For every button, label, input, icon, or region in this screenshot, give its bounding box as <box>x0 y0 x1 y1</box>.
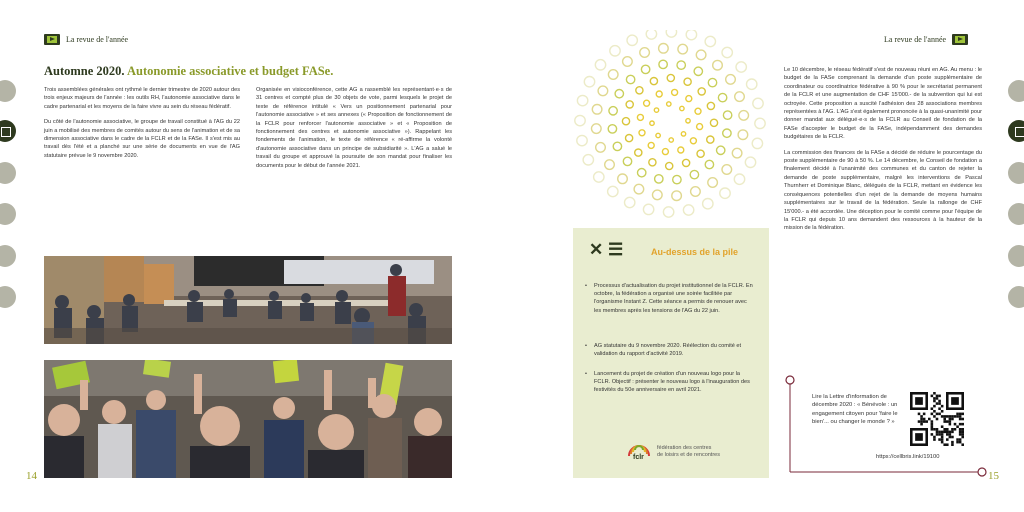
qr-module <box>946 443 949 446</box>
qr-module <box>933 415 936 418</box>
qr-module <box>931 413 934 416</box>
qr-module <box>949 420 952 423</box>
paragraph: Le 10 décembre, le réseau fédératif s'est de nouveau réuni en AG. Au menu : le budget de la FASe comprenant la demande d'un poste supplémentaire de coordinateur ou coordinatrice fédérative à 90 % pour le secrétariat permanent de la FCLR et une augmentation de CHF 15'000.- de la subvention qui lui est octroyée. Cette proposition a suscité l'adhésion des 28 associations membres représentées à l'AG. L'AG s'est également prononcée à la quasi-unanimité pour donner mandat aux délégué·e·s de la FCLR au Conseil de fondation de la FASe d'accepter le budget de la FASe, indépendamment des demandes budgétaires de la FCLR. <box>784 67 982 141</box>
burst-dot <box>656 133 660 137</box>
paragraph: Trois assemblées générales ont rythmé le dernier trimestre de 2020 autour des trois enjeux majeurs de l'année : les outils RH, l'autonomie associative dans le cadre partenarial et les moyens de la faire vivre au sein du réseau fédératif. <box>44 87 240 110</box>
qr-module <box>946 428 949 431</box>
qr-module <box>941 405 944 408</box>
qr-module <box>915 433 923 441</box>
burst-dot <box>720 188 730 198</box>
square-icon <box>1 127 11 137</box>
burst-dot <box>678 44 688 54</box>
burst-dot <box>641 65 649 73</box>
burst-dot <box>577 95 587 105</box>
qr-module <box>943 443 946 446</box>
qr-module <box>956 415 959 418</box>
sidebar-box <box>573 228 769 478</box>
qr-module <box>931 428 934 431</box>
side-tab-1[interactable] <box>0 80 16 102</box>
qr-module <box>959 415 962 418</box>
burst-dot <box>698 88 705 95</box>
qr-module <box>951 441 954 444</box>
burst-dot <box>732 148 742 158</box>
qr-module <box>933 436 936 439</box>
burst-dot <box>672 191 682 201</box>
box-title: Au-dessus de la pile <box>651 247 739 257</box>
side-tab-2[interactable] <box>0 162 16 184</box>
qr-module <box>938 413 941 416</box>
qr-module <box>949 418 952 421</box>
burst-dot <box>636 87 643 94</box>
article-title-sub: Autonomie associative et budget FASe. <box>127 64 334 78</box>
burst-dot <box>747 79 757 89</box>
page-number-left: 14 <box>26 470 37 482</box>
qr-module <box>936 418 939 421</box>
burst-dot <box>635 149 642 156</box>
qr-module <box>941 436 944 439</box>
qr-module <box>961 436 964 439</box>
qr-module <box>941 438 944 441</box>
list-item: • AG statutaire du 9 novembre 2020. Réélection du comité et validation du rapport d'activité 2019. <box>585 343 742 358</box>
burst-dot <box>705 36 715 46</box>
burst-dot <box>723 111 731 119</box>
qr-module <box>933 405 936 408</box>
burst-dot <box>708 78 716 86</box>
burst-dot <box>627 35 637 45</box>
qr-module <box>959 438 962 441</box>
qr-module <box>936 433 939 436</box>
qr-module <box>933 428 936 431</box>
burst-dot <box>752 138 762 148</box>
qr-module <box>938 400 941 403</box>
qr-module <box>961 413 964 416</box>
burst-dot <box>608 186 618 196</box>
qr-module <box>915 397 923 405</box>
qr-module <box>951 431 954 434</box>
burst-dot <box>622 118 629 125</box>
qr-module <box>949 436 952 439</box>
burst-dot <box>650 78 657 85</box>
paragraph: La commission des finances de la FASe a décidé de réduire le pourcentage du poste supplémentaire de 90 à 50 %. Le 14 décembre, le Conseil de fondation a finalement décidé à l'unanimité des communes et du canton de rejeter la demande de poste supplémentaire, malgré les interventions de Pascal Thurnherr et Dominique Blanc, délégués de la FCLR, mettant en évidence les conséquences potentielles d'un rejet de la demande de moyens humains supplémentaires sur le travail de la fédération. Seule la rallonge de CHF 15'000.- a été accordée. Une déception pour le comité comme pour l'équipe de la FCLR qui depuis 10 ans demandent des ressources à la hauteur de la mission de la fédération. <box>784 149 982 232</box>
burst-dot <box>639 130 645 136</box>
qr-module <box>961 431 964 434</box>
qr-module <box>954 423 957 426</box>
burst-dot <box>734 174 744 184</box>
page-number-right: 15 <box>988 470 999 482</box>
square-icon <box>1015 127 1024 137</box>
qr-code[interactable] <box>910 392 964 446</box>
burst-dot <box>615 90 623 98</box>
burst-dot <box>667 102 671 106</box>
side-tab-2[interactable] <box>1008 162 1024 184</box>
qr-module <box>933 400 936 403</box>
burst-dot <box>718 93 726 101</box>
burst-dot <box>626 135 633 142</box>
burst-dot <box>623 157 631 165</box>
burst-dot <box>626 101 633 108</box>
right-header-title: La revue de l'année <box>884 35 947 44</box>
paragraph: Du côté de l'autonomie associative, le groupe de travail constitué à l'AG du 22 juin a mobilisé des membres de comités autour du sens de l'animation et de sa dimension associative dans le cadre de la FCLR et de la FASe. Il s'est mis au travail dès l'été et a planché sur une série de documents en vue de l'AG statutaire prévue le 9 novembre 2020. <box>44 119 240 159</box>
qr-description: Lire la Lettre d'information de décembre 2020 : « Bénévole : un engagement citoyen pour 'faire le bien'... ou changer le monde ? » <box>812 394 898 426</box>
list-item: • Lancement du projet de création d'un nouveau logo pour la FCLR. Objectif : présenter le nouveau logo à l'inauguration des festivités du 50e anniversaire en avril 2021. <box>585 371 750 394</box>
burst-dot <box>655 175 663 183</box>
burst-dot <box>686 119 690 123</box>
qr-module <box>941 433 944 436</box>
qr-module <box>938 438 941 441</box>
qr-module <box>936 428 939 431</box>
qr-module <box>936 402 939 405</box>
side-tab-1[interactable] <box>1008 80 1024 102</box>
burst-dot <box>638 169 646 177</box>
qr-module <box>946 415 949 418</box>
burst-dot <box>613 142 621 150</box>
qr-module <box>949 423 952 426</box>
qr-module <box>943 415 946 418</box>
side-tab-active[interactable] <box>0 120 16 142</box>
burst-dot <box>640 48 650 58</box>
qr-module <box>951 428 954 431</box>
qr-module <box>961 418 964 421</box>
burst-dot <box>577 135 587 145</box>
burst-dot <box>608 70 618 80</box>
qr-module <box>931 425 934 428</box>
burst-dot <box>659 60 667 68</box>
qr-module <box>959 428 962 431</box>
burst-dot <box>669 138 673 142</box>
qr-module <box>941 425 944 428</box>
qr-module <box>943 431 946 434</box>
right-header <box>884 34 968 45</box>
burst-dot <box>626 75 634 83</box>
qr-module <box>938 431 941 434</box>
burst-dot <box>673 175 681 183</box>
qr-module <box>959 418 962 421</box>
burst-dot <box>609 107 617 115</box>
burst-dot <box>677 61 685 69</box>
burst-dot <box>678 147 684 153</box>
burst-dot <box>659 44 669 54</box>
burst-dot <box>683 159 690 166</box>
qr-module <box>923 413 926 416</box>
qr-module <box>933 410 936 413</box>
qr-module <box>954 428 957 431</box>
qr-module <box>938 395 941 398</box>
qr-module <box>951 436 954 439</box>
burst-dot <box>708 178 718 188</box>
burst-dot <box>623 57 633 67</box>
burst-dot <box>656 91 662 97</box>
qr-module <box>936 413 939 416</box>
qr-module <box>941 410 944 413</box>
burst-dot <box>686 96 692 102</box>
burst-dot <box>644 100 650 106</box>
side-tab-4[interactable] <box>1008 245 1024 267</box>
qr-module <box>920 418 923 421</box>
side-tab-active[interactable] <box>1008 120 1024 142</box>
burst-dot <box>695 108 701 114</box>
logo-text: fédération des centres de loisirs et de rencontres <box>657 445 720 458</box>
burst-dot <box>595 60 605 70</box>
burst-dot <box>681 132 685 136</box>
burst-dot <box>584 77 594 87</box>
burst-dot <box>618 174 628 184</box>
qr-module <box>956 425 959 428</box>
burst-dot <box>666 162 673 169</box>
qr-module <box>949 431 952 434</box>
burst-dot <box>738 130 748 140</box>
burst-dot <box>592 124 602 134</box>
qr-module <box>946 433 949 436</box>
qr-module <box>951 397 959 405</box>
qr-module <box>931 433 934 436</box>
burst-dot <box>608 125 616 133</box>
burst-dot <box>697 124 703 130</box>
qr-module <box>931 423 934 426</box>
qr-module <box>936 431 939 434</box>
qr-module <box>933 397 936 400</box>
qr-module <box>931 420 934 423</box>
close-menu-icons: ✕ ☰ <box>589 240 624 259</box>
qr-module <box>920 423 923 426</box>
qr-module <box>938 433 941 436</box>
qr-module <box>941 415 944 418</box>
film-icon <box>44 34 60 45</box>
burst-dot <box>717 146 725 154</box>
burst-dot <box>690 170 698 178</box>
qr-module <box>946 438 949 441</box>
burst-dot <box>592 105 602 115</box>
burst-dot <box>663 207 673 217</box>
qr-module <box>931 395 934 398</box>
qr-module <box>933 438 936 441</box>
qr-module <box>943 420 946 423</box>
burst-dot <box>643 204 653 214</box>
qr-module <box>951 443 954 446</box>
article-title-main: Automne 2020. <box>44 64 125 78</box>
qr-module <box>936 397 939 400</box>
side-tab-3[interactable] <box>1008 203 1024 225</box>
burst-dot <box>605 160 615 170</box>
qr-module <box>941 431 944 434</box>
burst-dot <box>686 30 696 40</box>
burst-dot <box>634 184 644 194</box>
burst-dot <box>739 111 749 121</box>
qr-module <box>920 415 923 418</box>
burst-dot <box>755 118 765 128</box>
side-tab-5[interactable] <box>1008 286 1024 308</box>
burst-dot <box>583 155 593 165</box>
burst-dot <box>575 115 585 125</box>
qr-module <box>946 431 949 434</box>
vote-photo <box>44 360 452 478</box>
burst-dot <box>625 197 635 207</box>
burst-dot <box>596 143 606 153</box>
qr-module <box>928 418 931 421</box>
burst-dot <box>637 114 643 120</box>
burst-dot <box>654 108 658 112</box>
meeting-photo <box>44 256 452 344</box>
qr-module <box>933 392 936 395</box>
qr-module <box>961 423 964 426</box>
burst-dot <box>705 160 713 168</box>
burst-dot <box>713 60 723 70</box>
qr-module <box>959 441 962 444</box>
burst-dot <box>694 67 702 75</box>
burst-dot <box>684 78 691 85</box>
article-title <box>44 64 333 79</box>
burst-dot <box>683 205 693 215</box>
burst-dot <box>666 30 676 37</box>
burst-dot <box>735 92 745 102</box>
burst-dot <box>710 119 717 126</box>
burst-dot <box>667 74 674 81</box>
qr-module <box>954 415 957 418</box>
qr-module <box>961 443 964 446</box>
burst-dot <box>598 86 608 96</box>
burst-dot <box>723 129 731 137</box>
qr-module <box>925 420 928 423</box>
qr-module <box>956 413 959 416</box>
qr-module <box>941 441 944 444</box>
burst-dot <box>722 165 732 175</box>
qr-module <box>956 441 959 444</box>
qr-module <box>959 431 962 434</box>
qr-module <box>938 402 941 405</box>
qr-module <box>918 413 921 416</box>
burst-dot <box>726 75 736 85</box>
qr-module <box>946 420 949 423</box>
qr-link[interactable]: https://cellbris.link/19100 <box>876 454 940 460</box>
burst-dot <box>672 89 678 95</box>
burst-dot <box>707 102 714 109</box>
qr-module <box>949 415 952 418</box>
side-tab-4[interactable] <box>0 245 16 267</box>
logo-abbr: fclr <box>633 454 644 461</box>
qr-module <box>923 420 926 423</box>
burst-dot <box>691 187 701 197</box>
qr-module <box>959 423 962 426</box>
qr-module <box>943 428 946 431</box>
qr-module <box>918 420 921 423</box>
burst-dot <box>753 98 763 108</box>
burst-dot <box>745 157 755 167</box>
qr-module <box>961 428 964 431</box>
qr-module <box>956 438 959 441</box>
burst-dot <box>610 46 620 56</box>
qr-module <box>931 407 934 410</box>
qr-module <box>959 433 962 436</box>
qr-frame-line <box>782 372 1002 484</box>
left-header <box>44 34 128 45</box>
side-tab-5[interactable] <box>0 286 16 308</box>
left-header-title: La revue de l'année <box>66 35 129 44</box>
burst-dot <box>707 136 714 143</box>
decorative-dot-burst <box>570 30 770 220</box>
right-column <box>784 66 982 240</box>
qr-module <box>938 407 941 410</box>
qr-module <box>943 418 946 421</box>
burst-dot <box>653 190 663 200</box>
qr-module <box>951 418 954 421</box>
burst-dot <box>594 172 604 182</box>
list-item: • Processus d'actualisation du projet institutionnel de la FCLR. En octobre, la fédération a organisé une soirée facilitée par l'organisme Instant Z. Cette séance a permis de renouer avec les membres après les tensions de l'AG du 22 juin. <box>585 283 753 314</box>
qr-module <box>920 420 923 423</box>
paragraph: Organisée en visioconférence, cette AG a rassemblé les représentant·e·s de 31 centres et compté plus de 30 objets de vote, parmi lesquels le projet de texte de référence intitulé « Vers un positionnement partenarial pour l'autonomie associative » et ses annexes (« Proposition de fonctionnement de la FCLR pour renforcer l'autonomie associative » et « Proposition de fonctionnement des centres et autonomie associative »). Rappelant les fondements de l'animation, le texte de référence « ré-affirme la volonté d'autonomie associative dans un principe de subsidiarité ». L'AG a salué le travail du groupe et approuvé la poursuite de son mandat pour finaliser les documents pour le début de l'année 2021. <box>256 87 452 169</box>
burst-dot <box>648 142 654 148</box>
burst-dot <box>697 150 704 157</box>
qr-module <box>936 395 939 398</box>
qr-module <box>951 415 954 418</box>
burst-dot <box>703 199 713 209</box>
qr-module <box>959 413 962 416</box>
burst-dot <box>650 121 654 125</box>
qr-module <box>961 433 964 436</box>
left-column-2 <box>256 86 452 177</box>
side-tab-3[interactable] <box>0 203 16 225</box>
burst-dot <box>722 47 732 57</box>
burst-dot <box>696 50 706 60</box>
qr-module <box>949 433 952 436</box>
burst-dot <box>690 138 696 144</box>
qr-module <box>923 418 926 421</box>
left-column-1 <box>44 86 240 167</box>
burst-dot <box>646 30 656 39</box>
burst-dot <box>662 149 668 155</box>
burst-dot <box>680 106 684 110</box>
film-icon <box>952 34 968 45</box>
burst-dot <box>736 62 746 72</box>
burst-dot <box>649 159 656 166</box>
